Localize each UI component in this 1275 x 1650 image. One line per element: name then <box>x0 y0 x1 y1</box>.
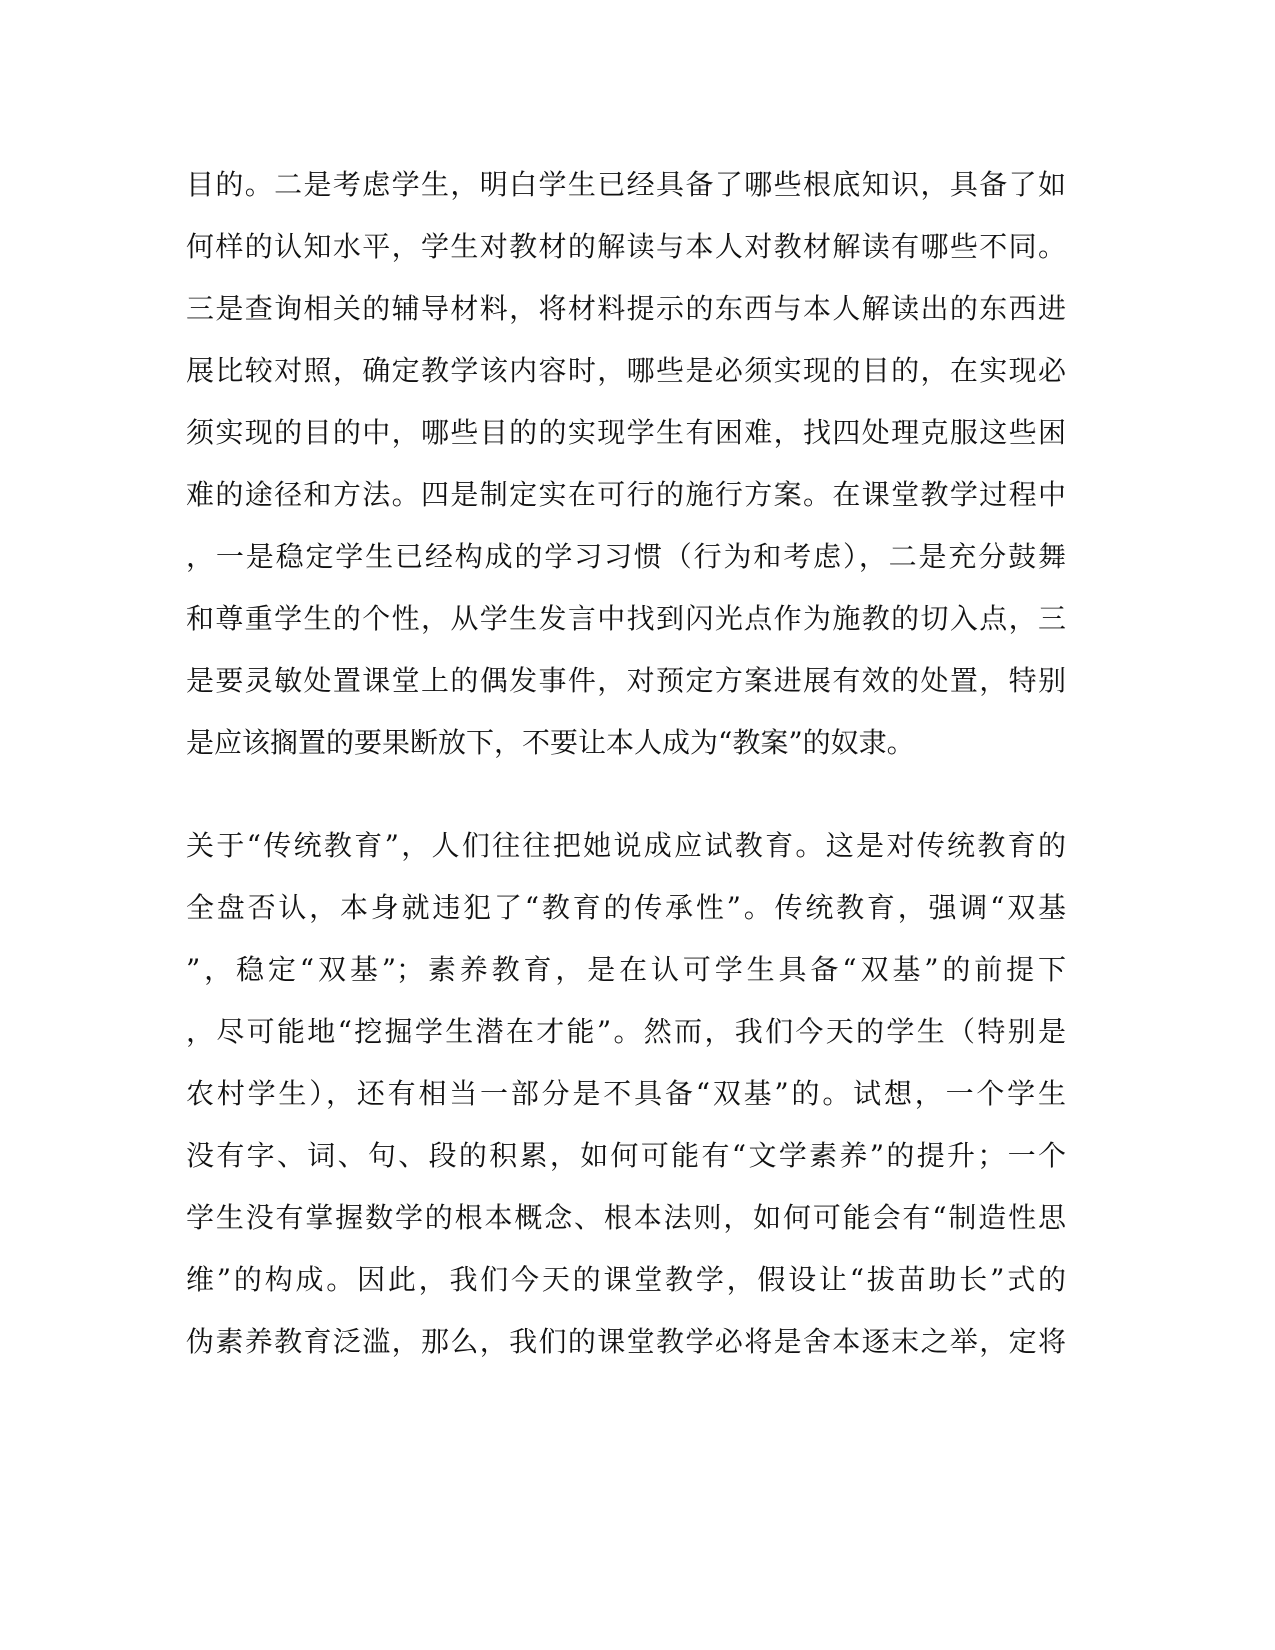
paragraph-line: 学生没有掌握数学的根本概念、根本法则，如何可能会有“制造性思 <box>186 1201 1066 1234</box>
paragraph-line: 农村学生），还有相当一部分是不具备“双基”的。试想，一个学生 <box>186 1077 1066 1110</box>
paragraph-line: ，尽可能地“挖掘学生潜在才能”。然而，我们今天的学生（特别是 <box>186 1015 1066 1048</box>
paragraph-1 <box>186 154 1066 774</box>
paragraph-line: 维”的构成。因此，我们今天的课堂教学，假设让“拔苗助长”式的 <box>186 1263 1066 1296</box>
paragraph-line: 目的。二是考虑学生，明白学生已经具备了哪些根底知识，具备了如 <box>186 168 1066 201</box>
paragraph-line: 和尊重学生的个性，从学生发言中找到闪光点作为施教的切入点，三 <box>186 602 1066 635</box>
paragraph-line: 须实现的目的中，哪些目的的实现学生有困难，找四处理克服这些困 <box>186 416 1066 449</box>
paragraph-line: 难的途径和方法。四是制定实在可行的施行方案。在课堂教学过程中 <box>186 478 1066 511</box>
paragraph-line: 三是查询相关的辅导材料，将材料提示的东西与本人解读出的东西进 <box>186 292 1066 325</box>
paragraph-line: 没有字、词、句、段的积累，如何可能有“文学素养”的提升；一个 <box>186 1139 1066 1172</box>
paragraph-line: ”，稳定“双基”；素养教育，是在认可学生具备“双基”的前提下 <box>186 953 1066 986</box>
paragraph-line: 关于“传统教育”，人们往往把她说成应试教育。这是对传统教育的 <box>186 829 1066 862</box>
paragraph-line: 是应该搁置的要果断放下，不要让本人成为“教案”的奴隶。 <box>186 726 915 759</box>
paragraph-line: 伪素养教育泛滥，那么，我们的课堂教学必将是舍本逐末之举，定将 <box>186 1325 1066 1358</box>
paragraph-line: ，一是稳定学生已经构成的学习习惯（行为和考虑），二是充分鼓舞 <box>186 540 1066 573</box>
paragraph-line: 何样的认知水平，学生对教材的解读与本人对教材解读有哪些不同。 <box>186 230 1066 263</box>
paragraph-line: 是要灵敏处置课堂上的偶发事件，对预定方案进展有效的处置，特别 <box>186 664 1066 697</box>
paragraph-line: 全盘否认，本身就违犯了“教育的传承性”。传统教育，强调“双基 <box>186 891 1066 924</box>
paragraph-2 <box>186 815 1066 1373</box>
paragraph-line: 展比较对照，确定教学该内容时，哪些是必须实现的目的，在实现必 <box>186 354 1066 387</box>
